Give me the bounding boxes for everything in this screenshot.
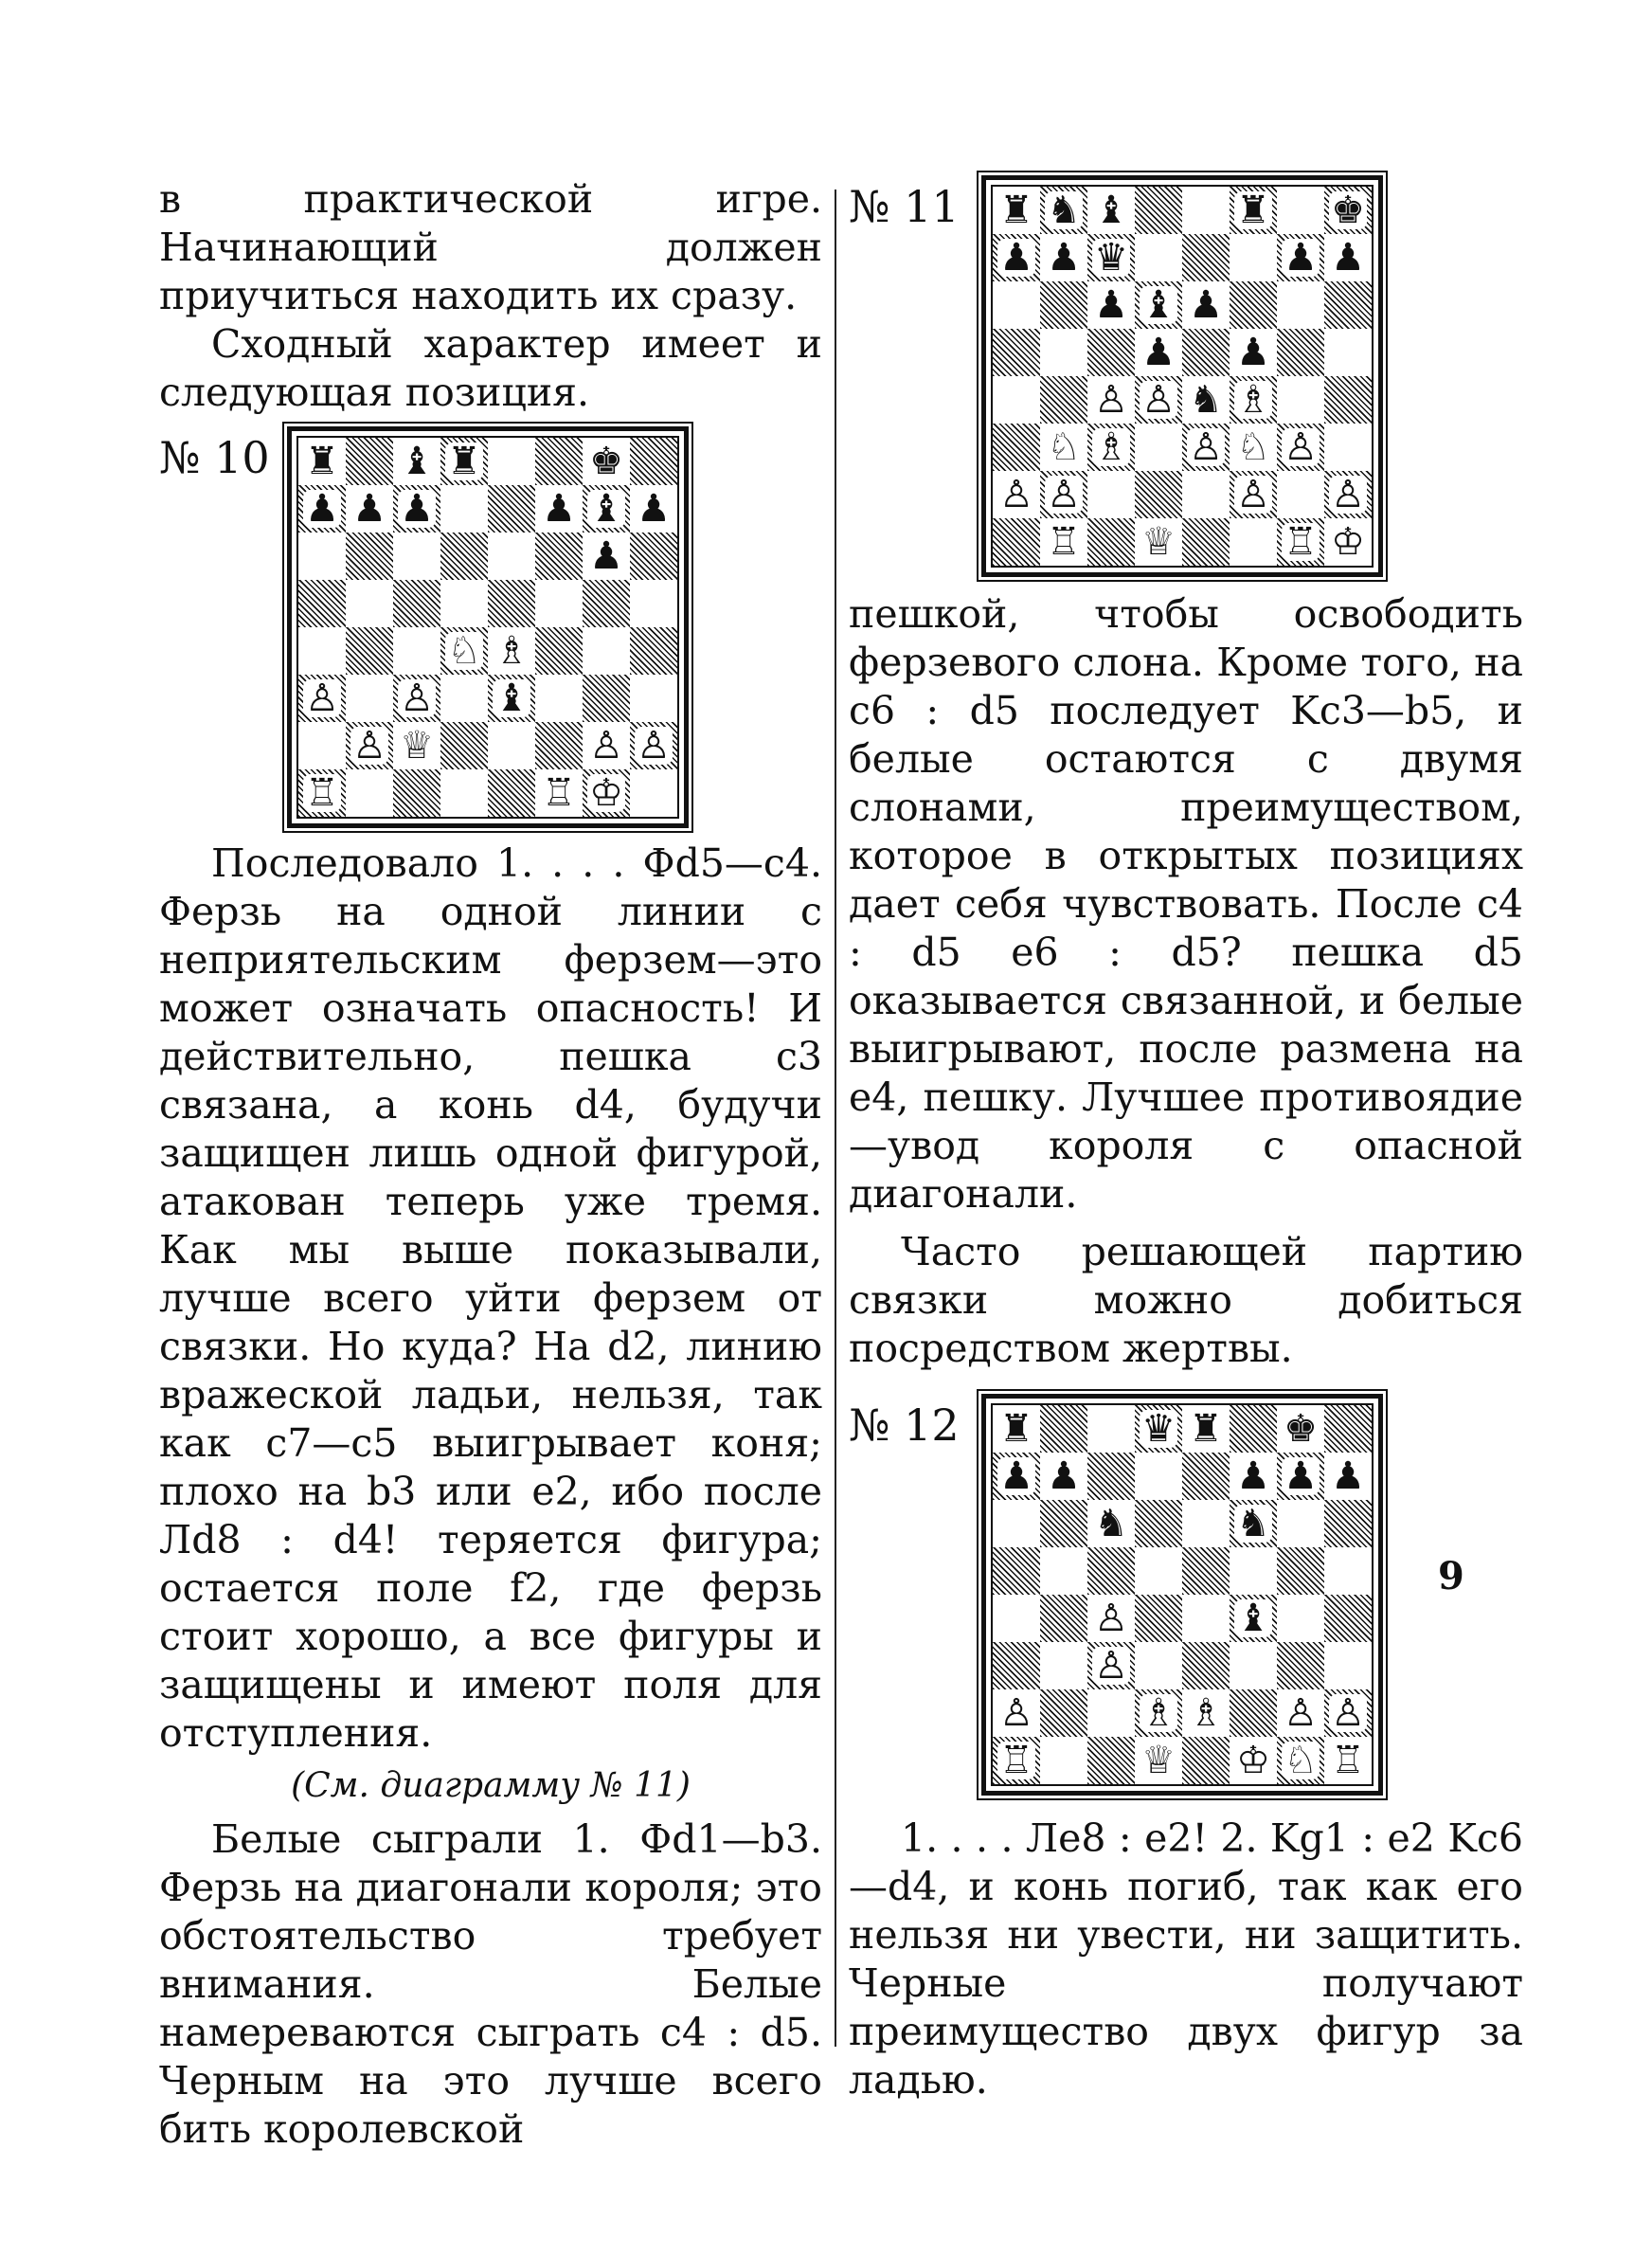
square-h8	[1324, 187, 1372, 234]
black-pawn-icon: ♟	[400, 487, 434, 531]
square-f7	[1230, 234, 1277, 281]
square-h3	[630, 675, 677, 722]
left-paragraph-3: Последовало 1. . . . Фd5—c4. Ферзь на одной линии с неприятельским ферзем—это может означать опасность! И действительно, пешка c3 связана, а конь d4, будучи защищен лишь одной фигурой, атакован теперь уже тремя. Как мы выше показывали, лучше всего уйти ферзем от связки. Но куда? На d2, линию вражеской ладьи, нельзя, так как c7—c5 выигрывает коня; плохо на b3 или e2, ибо после Лd8 : d4! теряется фигура; остается поле f2, где ферзь стоит хорошо, а все фигуры и защищены и имеют поля для отступления.	[159, 840, 822, 1756]
square-c5	[1087, 329, 1135, 376]
black-rook-icon: ♜	[999, 1407, 1033, 1451]
black-pawn-icon: ♟	[1331, 1454, 1365, 1498]
square-b7	[1040, 234, 1087, 281]
square-g1	[583, 769, 630, 817]
white-queen-icon: ♕	[1141, 520, 1176, 564]
square-f8	[1230, 1405, 1277, 1453]
square-a3	[993, 1642, 1040, 1689]
square-a1	[993, 1737, 1040, 1784]
square-f2	[535, 722, 583, 769]
chessboard-10	[287, 426, 689, 828]
square-b6	[1040, 281, 1087, 329]
square-g1	[1277, 518, 1324, 566]
square-d4	[1135, 1595, 1182, 1642]
square-a5	[993, 329, 1040, 376]
white-bishop-icon: ♗	[1141, 1691, 1176, 1735]
column-divider	[835, 190, 836, 2047]
square-h4	[1324, 376, 1372, 424]
square-d2	[1135, 1689, 1182, 1737]
square-g7	[1277, 1453, 1324, 1500]
white-pawn-icon: ♙	[1284, 425, 1318, 469]
square-d2	[1135, 471, 1182, 518]
square-g1	[1277, 1737, 1324, 1784]
square-h7	[630, 485, 677, 533]
square-e7	[1182, 234, 1230, 281]
square-c4	[393, 627, 440, 675]
square-c6	[1087, 281, 1135, 329]
square-d6	[1135, 1500, 1182, 1547]
square-g8	[1277, 187, 1324, 234]
square-a3	[298, 675, 346, 722]
square-h3	[1324, 424, 1372, 471]
square-g4	[1277, 376, 1324, 424]
square-b2	[1040, 1689, 1087, 1737]
black-rook-icon: ♜	[1236, 189, 1270, 232]
square-g2	[1277, 1689, 1324, 1737]
square-g4	[583, 627, 630, 675]
black-pawn-icon: ♟	[1189, 283, 1223, 327]
white-rook-icon: ♖	[305, 771, 339, 815]
black-pawn-icon: ♟	[1331, 236, 1365, 280]
white-pawn-icon: ♙	[1189, 425, 1223, 469]
square-d5	[440, 580, 488, 627]
square-g5	[1277, 329, 1324, 376]
square-b5	[346, 580, 393, 627]
white-knight-icon: ♘	[1284, 1739, 1318, 1782]
square-a3	[993, 424, 1040, 471]
square-f4	[1230, 1595, 1277, 1642]
square-a2	[298, 722, 346, 769]
square-f5	[535, 580, 583, 627]
diagram-12-label: № 12	[849, 1399, 960, 1451]
page-number: 9	[1438, 1554, 1464, 1598]
left-paragraph-2: Сходный характер имеет и следующая позиция.	[159, 321, 822, 415]
white-pawn-icon: ♙	[999, 1691, 1033, 1735]
square-c7	[1087, 234, 1135, 281]
square-d2	[440, 722, 488, 769]
black-rook-icon: ♜	[1189, 1407, 1223, 1451]
square-c3	[1087, 1642, 1135, 1689]
square-e1	[1182, 518, 1230, 566]
square-b4	[1040, 376, 1087, 424]
white-knight-icon: ♘	[1236, 425, 1270, 469]
square-e7	[1182, 1453, 1230, 1500]
square-d8	[1135, 1405, 1182, 1453]
white-pawn-icon: ♙	[352, 724, 386, 767]
board-grid-10	[296, 436, 679, 819]
square-h6	[1324, 1500, 1372, 1547]
square-f5	[1230, 329, 1277, 376]
square-e8	[1182, 1405, 1230, 1453]
black-pawn-icon: ♟	[542, 487, 576, 531]
black-bishop-icon: ♝	[1236, 1597, 1270, 1640]
black-pawn-icon: ♟	[999, 1454, 1033, 1498]
square-b6	[1040, 1500, 1087, 1547]
square-f1	[535, 769, 583, 817]
square-h7	[1324, 1453, 1372, 1500]
square-g7	[1277, 234, 1324, 281]
square-b7	[1040, 1453, 1087, 1500]
square-f3	[1230, 424, 1277, 471]
square-e6	[1182, 281, 1230, 329]
white-pawn-icon: ♙	[999, 473, 1033, 516]
square-h8	[630, 438, 677, 485]
black-pawn-icon: ♟	[1236, 331, 1270, 374]
right-paragraph-1: пешкой, чтобы освободить ферзевого слона. Кроме того, на c6 : d5 последует Kc3—b5, и белые остаются с двумя слонами, преимуществом, которое в открытых позициях дает себя чувствовать. После c4 : d5 e6 : d5? пешка d5 оказывается связанной, и белые выигрывают, после размена на e4, пешку. Лучшее противоядие—увод короля с опасной диагонали.	[849, 591, 1523, 1217]
white-rook-icon: ♖	[542, 771, 576, 815]
square-e4	[1182, 1595, 1230, 1642]
white-king-icon: ♔	[1331, 520, 1365, 564]
square-c2	[393, 722, 440, 769]
square-c1	[1087, 518, 1135, 566]
chessboard-12	[981, 1394, 1383, 1796]
square-f4	[1230, 376, 1277, 424]
square-c5	[1087, 1547, 1135, 1595]
square-g3	[1277, 1642, 1324, 1689]
square-a6	[993, 281, 1040, 329]
white-pawn-icon: ♙	[637, 724, 671, 767]
square-a7	[993, 234, 1040, 281]
square-a6	[993, 1500, 1040, 1547]
square-g2	[583, 722, 630, 769]
diagram-10-label: № 10	[159, 432, 270, 483]
square-f1	[1230, 518, 1277, 566]
square-f6	[1230, 281, 1277, 329]
white-queen-icon: ♕	[400, 724, 434, 767]
square-a2	[993, 471, 1040, 518]
square-d3	[440, 675, 488, 722]
square-d7	[440, 485, 488, 533]
square-f1	[1230, 1737, 1277, 1784]
square-b3	[1040, 1642, 1087, 1689]
square-h2	[1324, 1689, 1372, 1737]
square-a4	[993, 376, 1040, 424]
white-pawn-icon: ♙	[1094, 378, 1128, 422]
square-a6	[298, 533, 346, 580]
square-h2	[1324, 471, 1372, 518]
square-d1	[1135, 1737, 1182, 1784]
square-e2	[1182, 1689, 1230, 1737]
square-f6	[535, 533, 583, 580]
square-a7	[298, 485, 346, 533]
square-c2	[1087, 1689, 1135, 1737]
square-d1	[440, 769, 488, 817]
white-knight-icon: ♘	[447, 629, 481, 673]
white-pawn-icon: ♙	[1331, 473, 1365, 516]
black-pawn-icon: ♟	[1141, 331, 1176, 374]
white-pawn-icon: ♙	[1236, 473, 1270, 516]
square-c7	[1087, 1453, 1135, 1500]
square-a8	[993, 187, 1040, 234]
chessboard-11	[981, 175, 1383, 577]
square-g8	[583, 438, 630, 485]
square-e5	[1182, 329, 1230, 376]
square-d5	[1135, 1547, 1182, 1595]
square-g5	[1277, 1547, 1324, 1595]
square-h6	[630, 533, 677, 580]
square-a8	[298, 438, 346, 485]
black-pawn-icon: ♟	[637, 487, 671, 531]
square-g8	[1277, 1405, 1324, 1453]
square-g6	[583, 533, 630, 580]
square-c6	[1087, 1500, 1135, 1547]
black-rook-icon: ♜	[999, 189, 1033, 232]
square-d3	[1135, 1642, 1182, 1689]
square-g4	[1277, 1595, 1324, 1642]
black-knight-icon: ♞	[1189, 378, 1223, 422]
white-pawn-icon: ♙	[305, 677, 339, 720]
square-b7	[346, 485, 393, 533]
black-bishop-icon: ♝	[400, 440, 434, 483]
square-g5	[583, 580, 630, 627]
white-bishop-icon: ♗	[1189, 1691, 1223, 1735]
square-d8	[440, 438, 488, 485]
square-d1	[1135, 518, 1182, 566]
square-e6	[1182, 1500, 1230, 1547]
square-e3	[488, 675, 535, 722]
square-a7	[993, 1453, 1040, 1500]
square-d7	[1135, 1453, 1182, 1500]
left-paragraph-1: в практической игре. Начинающий должен приучиться находить их сразу.	[159, 176, 822, 318]
square-c6	[393, 533, 440, 580]
right-paragraph-3: 1. . . . Лe8 : e2! 2. Kg1 : e2 Kc6—d4, и конь погиб, так как его нельзя ни увести, ни защитить. Черные получают преимущество двух фигур за ладью.	[849, 1815, 1523, 2103]
white-knight-icon: ♘	[1047, 425, 1081, 469]
square-e1	[1182, 1737, 1230, 1784]
black-pawn-icon: ♟	[1236, 1454, 1270, 1498]
square-f8	[1230, 187, 1277, 234]
black-pawn-icon: ♟	[352, 487, 386, 531]
square-e7	[488, 485, 535, 533]
square-b2	[1040, 471, 1087, 518]
square-d8	[1135, 187, 1182, 234]
square-d4	[440, 627, 488, 675]
square-c3	[1087, 424, 1135, 471]
black-bishop-icon: ♝	[494, 677, 529, 720]
square-b5	[1040, 329, 1087, 376]
diagram-reference-caption: (См. диаграмму № 11)	[291, 1766, 691, 1805]
square-c2	[1087, 471, 1135, 518]
square-d3	[1135, 424, 1182, 471]
board-grid-11	[991, 185, 1374, 568]
black-pawn-icon: ♟	[589, 534, 623, 578]
square-h6	[1324, 281, 1372, 329]
square-e3	[1182, 424, 1230, 471]
square-c1	[1087, 1737, 1135, 1784]
black-queen-icon: ♛	[1141, 1407, 1176, 1451]
square-a4	[298, 627, 346, 675]
square-c3	[393, 675, 440, 722]
square-f7	[1230, 1453, 1277, 1500]
square-c4	[1087, 376, 1135, 424]
square-e6	[488, 533, 535, 580]
white-bishop-icon: ♗	[494, 629, 529, 673]
white-rook-icon: ♖	[1047, 520, 1081, 564]
right-paragraph-2: Часто решающей партию связки можно добиться посредством жертвы.	[849, 1229, 1523, 1371]
square-g3	[583, 675, 630, 722]
square-c8	[1087, 1405, 1135, 1453]
black-bishop-icon: ♝	[1094, 189, 1128, 232]
square-e8	[1182, 187, 1230, 234]
square-e1	[488, 769, 535, 817]
black-pawn-icon: ♟	[1047, 236, 1081, 280]
square-h5	[630, 580, 677, 627]
square-g6	[1277, 1500, 1324, 1547]
black-knight-icon: ♞	[1047, 189, 1081, 232]
square-h2	[630, 722, 677, 769]
white-bishop-icon: ♗	[1236, 378, 1270, 422]
square-a5	[993, 1547, 1040, 1595]
square-d5	[1135, 329, 1182, 376]
square-f7	[535, 485, 583, 533]
square-b1	[1040, 1737, 1087, 1784]
square-e5	[488, 580, 535, 627]
black-rook-icon: ♜	[447, 440, 481, 483]
black-pawn-icon: ♟	[999, 236, 1033, 280]
left-column	[159, 175, 822, 2154]
square-a1	[993, 518, 1040, 566]
black-queen-icon: ♛	[1094, 236, 1128, 280]
white-rook-icon: ♖	[1284, 520, 1318, 564]
black-bishop-icon: ♝	[1141, 283, 1176, 327]
square-g6	[1277, 281, 1324, 329]
square-d4	[1135, 376, 1182, 424]
square-a5	[298, 580, 346, 627]
diagram-10	[159, 426, 822, 828]
right-column	[849, 175, 1523, 2104]
white-pawn-icon: ♙	[589, 724, 623, 767]
square-b1	[346, 769, 393, 817]
square-f4	[535, 627, 583, 675]
square-e2	[488, 722, 535, 769]
square-h1	[1324, 1737, 1372, 1784]
square-b3	[1040, 424, 1087, 471]
diagram-11	[849, 175, 1523, 577]
square-a1	[298, 769, 346, 817]
square-g3	[1277, 424, 1324, 471]
black-king-icon: ♚	[1331, 189, 1365, 232]
black-king-icon: ♚	[589, 440, 623, 483]
square-d6	[1135, 281, 1182, 329]
square-b2	[346, 722, 393, 769]
white-pawn-icon: ♙	[1141, 378, 1176, 422]
black-rook-icon: ♜	[305, 440, 339, 483]
square-c8	[1087, 187, 1135, 234]
square-g7	[583, 485, 630, 533]
square-b4	[346, 627, 393, 675]
square-h3	[1324, 1642, 1372, 1689]
square-h4	[1324, 1595, 1372, 1642]
square-c8	[393, 438, 440, 485]
black-pawn-icon: ♟	[1047, 1454, 1081, 1498]
square-h5	[1324, 329, 1372, 376]
square-b1	[1040, 518, 1087, 566]
square-f2	[1230, 471, 1277, 518]
square-c5	[393, 580, 440, 627]
square-h5	[1324, 1547, 1372, 1595]
black-pawn-icon: ♟	[1094, 283, 1128, 327]
white-pawn-icon: ♙	[1284, 1691, 1318, 1735]
white-bishop-icon: ♗	[1094, 425, 1128, 469]
square-h7	[1324, 234, 1372, 281]
white-pawn-icon: ♙	[1047, 473, 1081, 516]
diagram-12	[849, 1394, 1523, 1796]
left-paragraph-4: Белые сыграли 1. Фd1—b3. Ферзь на диагонали короля; это обстоятельство требует внимания. Белые намереваются сыграть c4 : d5. Черным на это лучше всего бить королевской	[159, 1816, 822, 2152]
square-c1	[393, 769, 440, 817]
white-rook-icon: ♖	[999, 1739, 1033, 1782]
white-pawn-icon: ♙	[400, 677, 434, 720]
black-knight-icon: ♞	[1236, 1502, 1270, 1545]
square-b8	[1040, 1405, 1087, 1453]
square-b8	[1040, 187, 1087, 234]
square-h1	[1324, 518, 1372, 566]
white-rook-icon: ♖	[1331, 1739, 1365, 1782]
board-grid-12	[991, 1403, 1374, 1786]
white-pawn-icon: ♙	[1094, 1597, 1128, 1640]
square-a8	[993, 1405, 1040, 1453]
square-f3	[535, 675, 583, 722]
square-b6	[346, 533, 393, 580]
black-pawn-icon: ♟	[1284, 236, 1318, 280]
white-pawn-icon: ♙	[1094, 1644, 1128, 1688]
square-b5	[1040, 1547, 1087, 1595]
square-c4	[1087, 1595, 1135, 1642]
square-f8	[535, 438, 583, 485]
square-e5	[1182, 1547, 1230, 1595]
square-e2	[1182, 471, 1230, 518]
square-a2	[993, 1689, 1040, 1737]
square-e4	[488, 627, 535, 675]
square-b8	[346, 438, 393, 485]
black-pawn-icon: ♟	[1284, 1454, 1318, 1498]
square-d7	[1135, 234, 1182, 281]
diagram-11-label: № 11	[849, 181, 960, 232]
square-e8	[488, 438, 535, 485]
square-c7	[393, 485, 440, 533]
black-pawn-icon: ♟	[305, 487, 339, 531]
black-king-icon: ♚	[1284, 1407, 1318, 1451]
square-h8	[1324, 1405, 1372, 1453]
square-f5	[1230, 1547, 1277, 1595]
square-e4	[1182, 376, 1230, 424]
white-king-icon: ♔	[1236, 1739, 1270, 1782]
square-a4	[993, 1595, 1040, 1642]
square-f6	[1230, 1500, 1277, 1547]
black-knight-icon: ♞	[1094, 1502, 1128, 1545]
square-b3	[346, 675, 393, 722]
square-g2	[1277, 471, 1324, 518]
square-f3	[1230, 1642, 1277, 1689]
white-queen-icon: ♕	[1141, 1739, 1176, 1782]
square-d6	[440, 533, 488, 580]
black-bishop-icon: ♝	[589, 487, 623, 531]
square-f2	[1230, 1689, 1277, 1737]
white-pawn-icon: ♙	[1331, 1691, 1365, 1735]
square-h4	[630, 627, 677, 675]
square-h1	[630, 769, 677, 817]
square-b4	[1040, 1595, 1087, 1642]
white-king-icon: ♔	[589, 771, 623, 815]
square-e3	[1182, 1642, 1230, 1689]
